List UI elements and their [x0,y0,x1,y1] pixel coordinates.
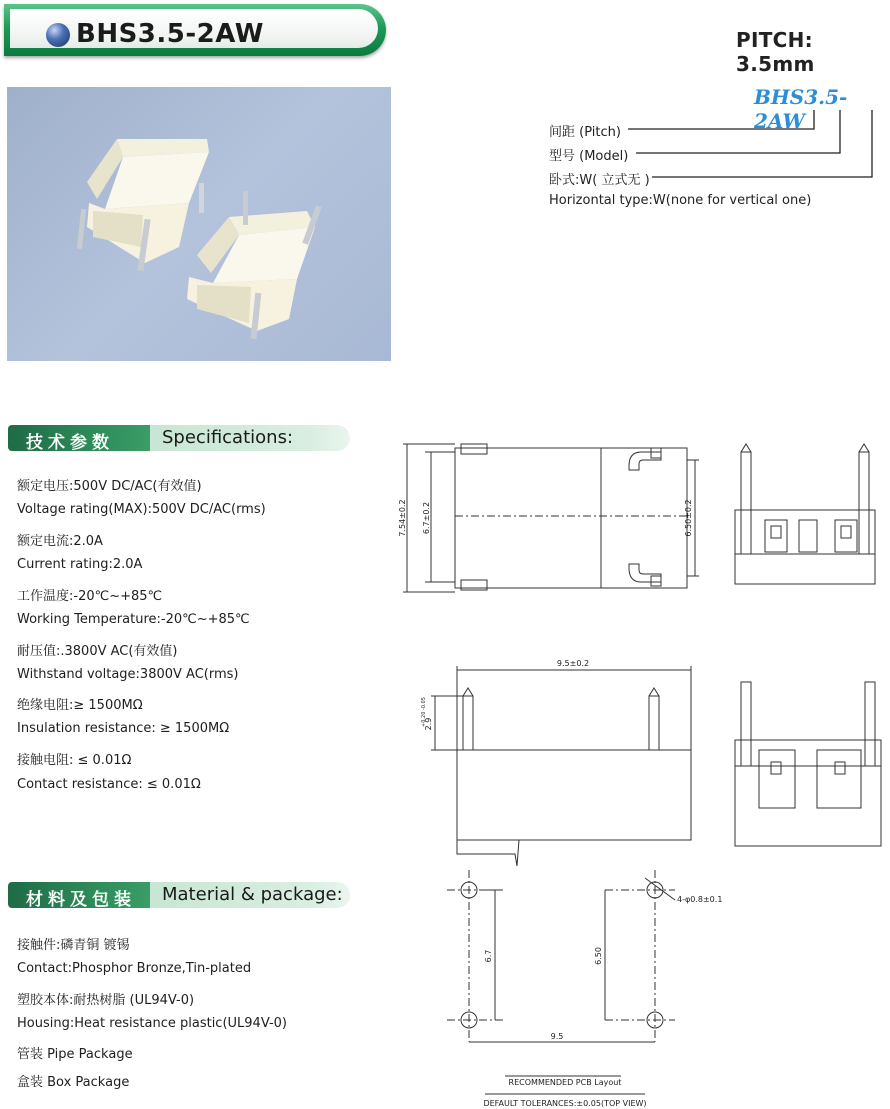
spec-item: Withstand voltage:3800V AC(rms) [17,667,239,682]
dim-pin-tolerance: +0.20 -0.05 [421,697,427,727]
rear-view-drawing [735,682,881,846]
spec-item: Current rating:2.0A [17,557,143,572]
spec-item: Working Temperature:-20℃~+85℃ [17,612,250,627]
material-item: 盒装 Box Package [17,1075,130,1090]
model-code: BHS3.5-2AW [754,85,848,133]
connector-2-illustration [187,191,322,339]
front-view-drawing [735,444,875,584]
specifications-cn-title: 技术参数 [26,433,114,453]
spec-item: Contact resistance: ≤ 0.01Ω [17,777,201,792]
dim-bottom-span: 9.5 [550,1032,564,1041]
connector-photo-illustration [7,87,391,361]
specifications-header [8,425,350,451]
spec-item: 接触电阻: ≤ 0.01Ω [17,753,132,768]
spec-item: 额定电流:2.0A [17,534,103,549]
spec-item: 绝缘电阻:≥ 1500MΩ [17,698,143,713]
pitch-label: PITCH: 3.5mm [736,28,815,76]
spec-item: Insulation resistance: ≥ 1500MΩ [17,721,230,736]
product-title: BHS3.5-2AW [76,19,264,49]
technical-drawing [395,430,890,1109]
dim-inner-height: 6.7±0.2 [422,501,431,535]
dim-hole: 4-φ0.8±0.1 [677,895,723,904]
tolerance-note: DEFAULT TOLERANCES:±0.05(TOP VIEW) [483,1099,647,1108]
dim-pin: 2.9 [424,717,433,731]
product-photo [7,87,391,361]
material-item: Contact:Phosphor Bronze,Tin-plated [17,961,252,976]
blue-sphere-icon [46,23,70,47]
spec-item: 额定电压:500V DC/AC(有效值) [17,479,202,494]
dim-right-span: 6.50 [594,947,603,965]
material-item: 管装 Pipe Package [17,1047,133,1062]
spec-item: 工作温度:-20℃~+85℃ [17,589,163,604]
material-item: 塑胶本体:耐热树脂 (UL94V-0) [17,993,195,1008]
code-line-horizontal-cn: 卧式:W( 立式无 ) [549,173,650,188]
material-en-title: Material & package: [162,884,343,905]
code-line-model: 型号 (Model) [549,149,629,164]
material-header [8,882,350,908]
spec-item: Voltage rating(MAX):500V DC/AC(rms) [17,502,266,517]
dim-left-span: 6.7 [484,949,493,963]
code-line-horizontal-en: Horizontal type:W(none for vertical one) [549,193,812,208]
code-line-pitch: 间距 (Pitch) [549,125,621,140]
specifications-en-title: Specifications: [162,427,294,448]
dim-length: 9.5±0.2 [556,659,590,668]
material-item: Housing:Heat resistance plastic(UL94V-0) [17,1016,287,1031]
title-banner [4,4,386,56]
pcb-layout-drawing [447,870,675,1094]
connector-1-illustration [77,139,209,271]
material-cn-title: 材料及包装 [26,890,136,910]
material-item: 接触件:磷青铜 镀锡 [17,938,130,953]
side-view-drawing [431,666,691,866]
dim-outer-height: 7.54±0.2 [398,499,407,537]
top-view-drawing [403,444,699,592]
dim-right-height: 6.50±0.2 [684,499,693,537]
spec-item: 耐压值:.3800V AC(有效值) [17,644,178,659]
title-banner-inner [10,9,378,48]
pcb-caption: RECOMMENDED PCB Layout [508,1078,622,1087]
